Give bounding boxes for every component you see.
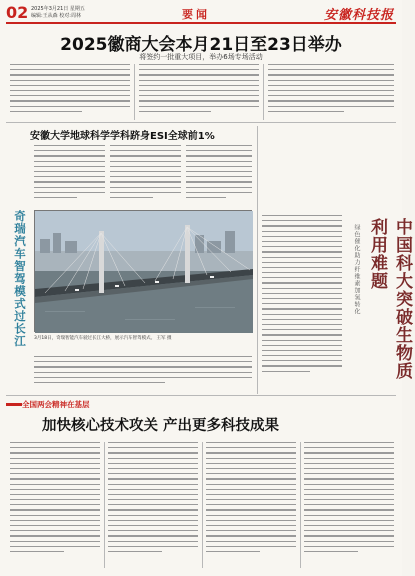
esi-body-col3 (186, 145, 252, 205)
bridge-photo-illustration (35, 211, 253, 333)
photo-caption (34, 336, 252, 342)
bottom-body-col2 (108, 442, 198, 570)
photo-caption-text: 3月18日，奇瑞智能汽车驶过长江大桥，展示汽车智驾模式。 (34, 336, 156, 341)
lead-headline: 2025徽商大会本月21日至23日举办 (60, 35, 342, 55)
section-divider (6, 122, 396, 123)
bottom-headline: 加快核心技术攻关 产出更多科技成果 (42, 418, 280, 434)
issue-meta (31, 6, 85, 19)
masthead (6, 4, 396, 24)
issue-editor: 编辑:王从森 校对:周林 (31, 12, 81, 19)
newspaper-logo: 安徽科技报 (323, 8, 394, 23)
bottom-body-col4 (304, 442, 394, 570)
column-rule (134, 64, 135, 120)
issue-date: 2025年3月21日 星期五 (31, 6, 85, 12)
vertical-story-title: 奇瑞汽车智驾模式过长江 (13, 210, 27, 348)
column-rule (263, 64, 264, 120)
esi-headline: 安徽大学地球科学学科跻身ESI全球前1% (30, 131, 215, 142)
bottom-body-col3 (206, 442, 296, 570)
lead-body-col3 (268, 64, 394, 124)
bottom-body-col1 (10, 442, 100, 570)
lead-subheadline: 将签约一批重大项目，举办6场专场活动 (139, 53, 263, 61)
right-story-subtitle: 绿色催化助力纤维素加氢转化 (353, 224, 360, 315)
section-title: 要闻 (182, 8, 210, 21)
photo-credit: 王军 摄 (156, 336, 172, 341)
esi-body-col2 (110, 145, 181, 205)
section-divider (6, 395, 396, 396)
column-rule (257, 126, 258, 394)
page-number: 02 (6, 3, 29, 22)
lead-body-col1 (10, 64, 130, 124)
banner-bar (6, 403, 22, 406)
right-story-body (262, 215, 342, 391)
bridge-photo (34, 210, 252, 332)
right-story-title: 中国科大突破生物质利用难题 (367, 218, 412, 380)
banner-label: 全国两会精神在基层 (22, 400, 90, 409)
column-rule (300, 442, 301, 568)
lead-body-col2 (139, 64, 259, 124)
photo-story-body (34, 356, 252, 392)
column-rule (202, 442, 203, 568)
esi-body-col1 (34, 145, 105, 205)
column-rule (104, 442, 105, 568)
